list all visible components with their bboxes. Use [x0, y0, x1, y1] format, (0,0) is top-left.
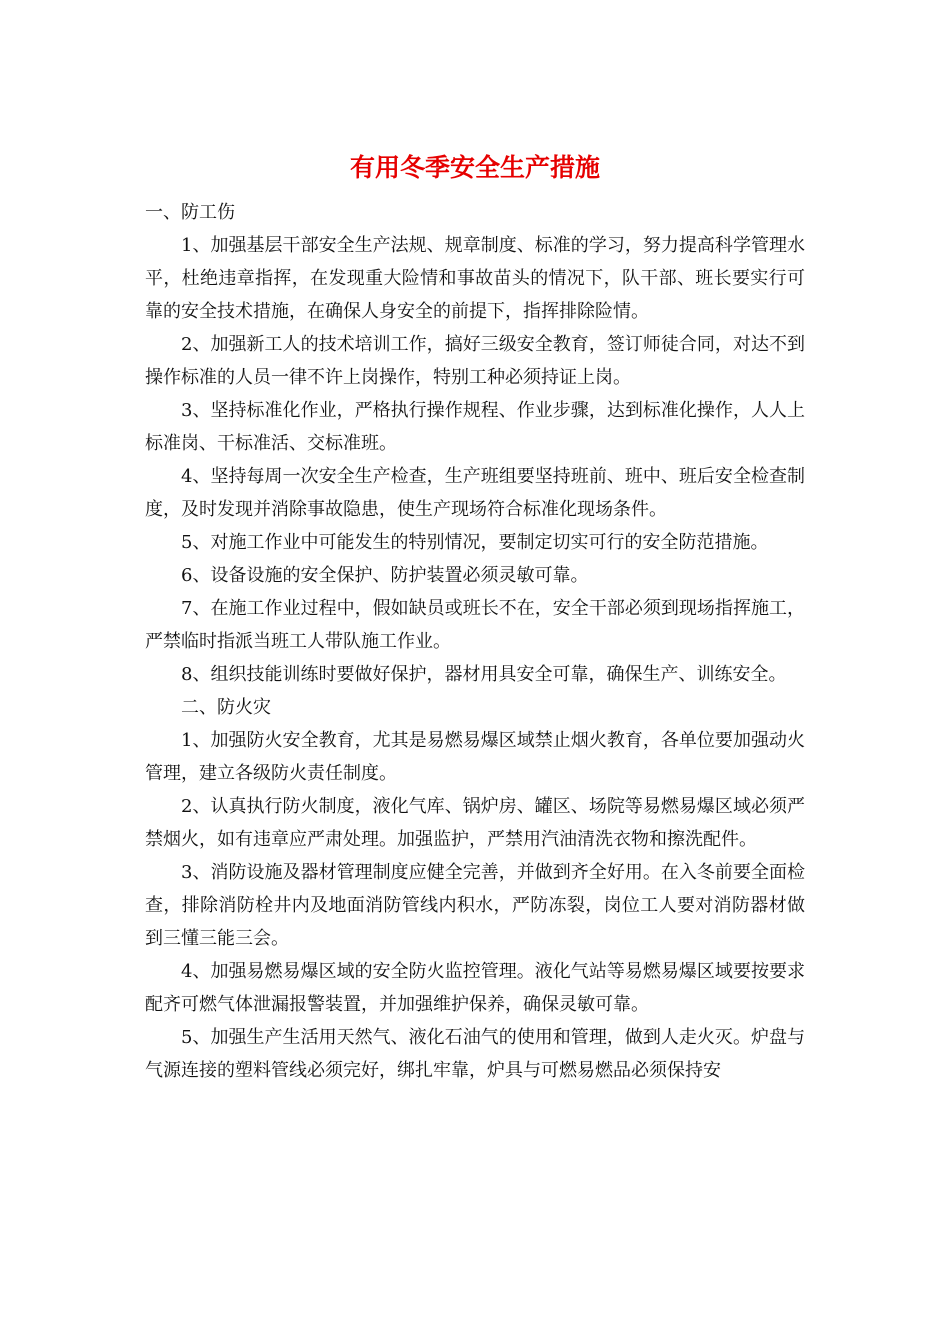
- paragraph: 8、组织技能训练时要做好保护，器材用具安全可靠，确保生产、训练安全。: [181, 664, 787, 685]
- paragraph: 3、坚持标准化作业，严格执行操作规程、作业步骤，达到标准化操作，人人上标准岗、干标准活、交标准班。: [145, 400, 805, 454]
- paragraph: 2、加强新工人的技术培训工作，搞好三级安全教育，签订师徒合同，对达不到操作标准的人员一律不许上岗操作，特别工种必须持证上岗。: [145, 334, 805, 388]
- paragraph: 5、对施工作业中可能发生的特别情况，要制定切实可行的安全防范措施。: [181, 532, 769, 553]
- paragraph: 4、加强易燃易爆区域的安全防火监控管理。液化气站等易燃易爆区域要按要求配齐可燃气体泄漏报警装置，并加强维护保养，确保灵敏可靠。: [145, 961, 805, 1015]
- paragraph: 6、设备设施的安全保护、防护装置必须灵敏可靠。: [181, 565, 589, 586]
- document-body: [145, 196, 805, 1087]
- document-title: 有用冬季安全生产措施: [349, 153, 600, 182]
- paragraph: 7、在施工作业过程中，假如缺员或班长不在，安全干部必须到现场指挥施工，严禁临时指派当班工人带队施工作业。: [145, 598, 805, 652]
- paragraph: 5、加强生产生活用天然气、液化石油气的使用和管理，做到人走火灭。炉盘与气源连接的塑料管线必须完好，绑扎牢靠，炉具与可燃易燃品必须保持安: [145, 1027, 805, 1081]
- paragraph: 4、坚持每周一次安全生产检查，生产班组要坚持班前、班中、班后安全检查制度，及时发现并消除事故隐患，使生产现场符合标准化现场条件。: [145, 466, 805, 520]
- paragraph: 1、加强基层干部安全生产法规、规章制度、标准的学习，努力提高科学管理水平，杜绝违章指挥，在发现重大险情和事故苗头的情况下，队干部、班长要实行可靠的安全技术措施，在确保人身安全的前提下，指挥排除险情。: [145, 235, 805, 322]
- paragraph: 2、认真执行防火制度，液化气库、锅炉房、罐区、场院等易燃易爆区域必须严禁烟火，如有违章应严肃处理。加强监护，严禁用汽油清洗衣物和擦洗配件。: [145, 796, 805, 850]
- section-heading-fire: 二、防火灾: [181, 697, 271, 718]
- paragraph: 3、消防设施及器材管理制度应健全完善，并做到齐全好用。在入冬前要全面检查，排除消防栓井内及地面消防管线内积水，严防冻裂，岗位工人要对消防器材做到三懂三能三会。: [145, 862, 805, 949]
- paragraph: 1、加强防火安全教育，尤其是易燃易爆区域禁止烟火教育，各单位要加强动火管理，建立各级防火责任制度。: [145, 730, 805, 784]
- section-heading-work-injury: 一、防工伤: [145, 202, 235, 223]
